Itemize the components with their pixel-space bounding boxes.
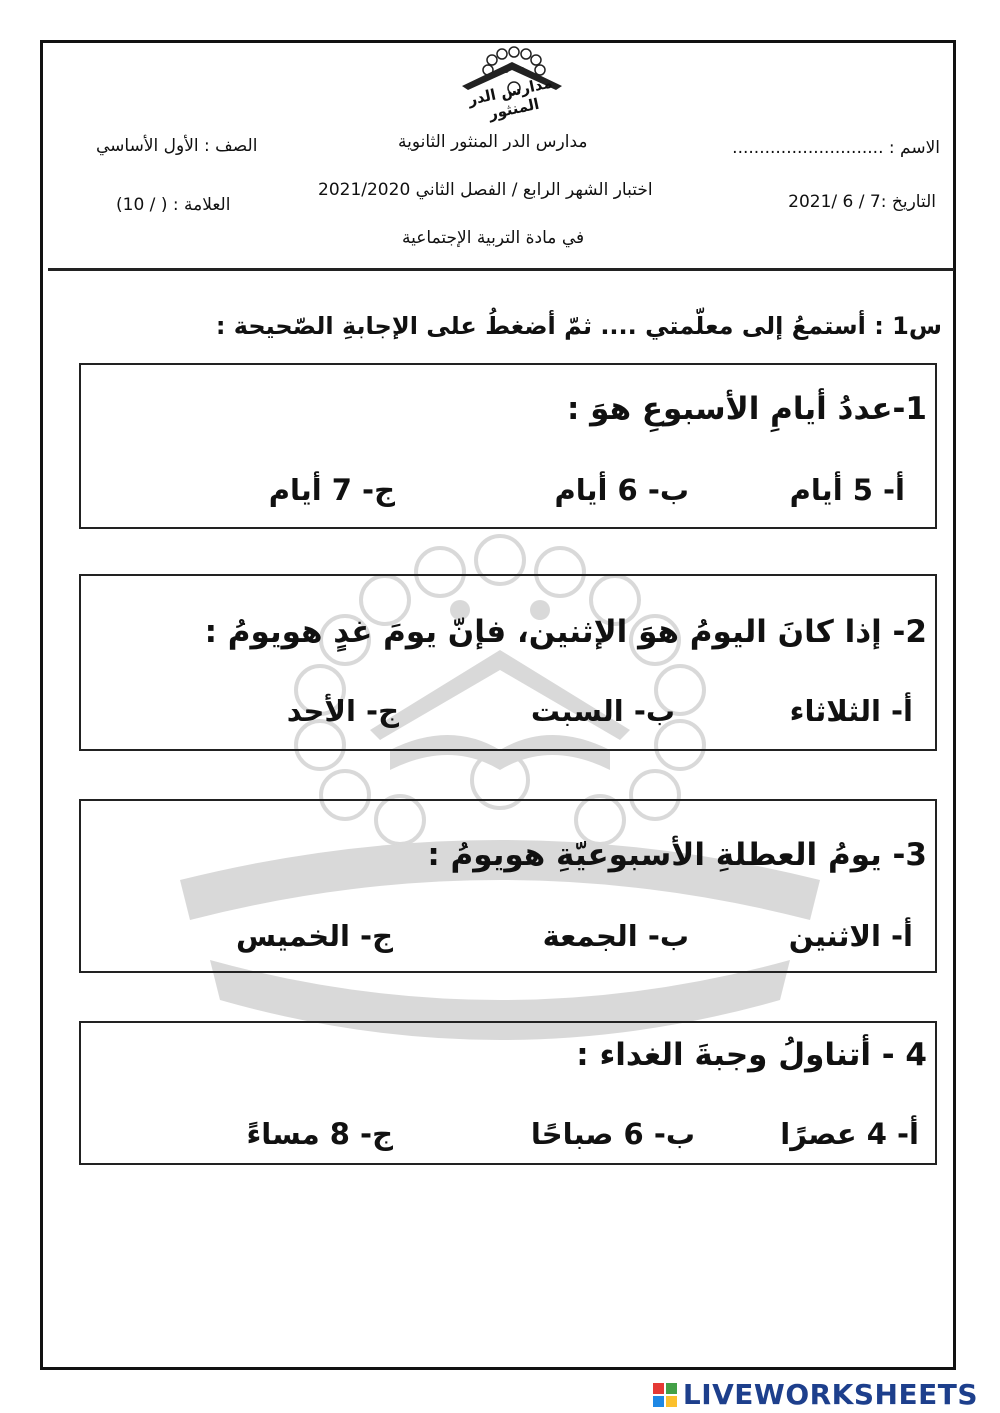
answer-option-c[interactable]: ج- الخميس	[235, 919, 393, 953]
name-label: الاسم : ............................	[732, 138, 940, 158]
question-text: 3- يومُ العطلةِ الأسبوعيّةِ هويومُ :	[427, 837, 927, 873]
answer-option-a[interactable]: أ- 4 عصرًا	[780, 1117, 919, 1151]
school-name: مدارس الدر المنثور الثانوية	[398, 132, 588, 152]
liveworksheets-logo-icon	[653, 1383, 677, 1407]
answer-option-a[interactable]: أ- 5 أيام	[789, 473, 905, 507]
answer-option-c[interactable]: ج- 8 مساءً	[246, 1117, 393, 1151]
answer-option-b[interactable]: ب- 6 أيام	[554, 473, 689, 507]
class-label: الصف : الأول الأساسي	[96, 136, 258, 156]
grade-label: العلامة : ( / 10)	[116, 195, 231, 215]
answer-option-c[interactable]: ج- 7 أيام	[268, 473, 395, 507]
liveworksheets-brand	[653, 1378, 978, 1411]
answer-option-c[interactable]: ج- الأحد	[286, 694, 399, 728]
brand-text: LIVEWORKSHEETS	[682, 1378, 978, 1411]
question-box-1	[79, 363, 937, 529]
question-box-4	[79, 1021, 937, 1165]
answer-option-a[interactable]: أ- الاثنين	[788, 919, 913, 953]
exam-title: اختبار الشهر الرابع / الفصل الثاني 2021/2020	[318, 180, 653, 200]
answer-option-a[interactable]: أ- الثلاثاء	[789, 694, 913, 728]
answer-option-b[interactable]: ب- الجمعة	[542, 919, 689, 953]
question-box-3	[79, 799, 937, 973]
date-label: التاريخ :7 / 6 /2021	[788, 192, 936, 212]
answer-option-b[interactable]: ب- السبت	[530, 694, 675, 728]
section-title: س1 : أستمعُ إلى معلّمتي .... ثمّ أضغطُ على الإجابةِ الصّحيحة :	[215, 312, 942, 340]
question-box-2	[79, 574, 937, 751]
question-text: 2- إذا كانَ اليومُ هوَ الإثنين، فإنّ يومَ غدٍ هويومُ :	[204, 614, 927, 650]
question-text: 4 - أتناولُ وجبةَ الغداء :	[576, 1037, 927, 1073]
logo-text: مدارس الدر المنثور	[466, 73, 554, 123]
header-divider	[48, 268, 954, 271]
answer-option-b[interactable]: ب- 6 صباحًا	[530, 1117, 695, 1151]
subject-title: في مادة التربية الإجتماعية	[402, 228, 585, 248]
question-text: 1-عددُ أيامِ الأسبوعِ هوَ :	[566, 391, 927, 427]
